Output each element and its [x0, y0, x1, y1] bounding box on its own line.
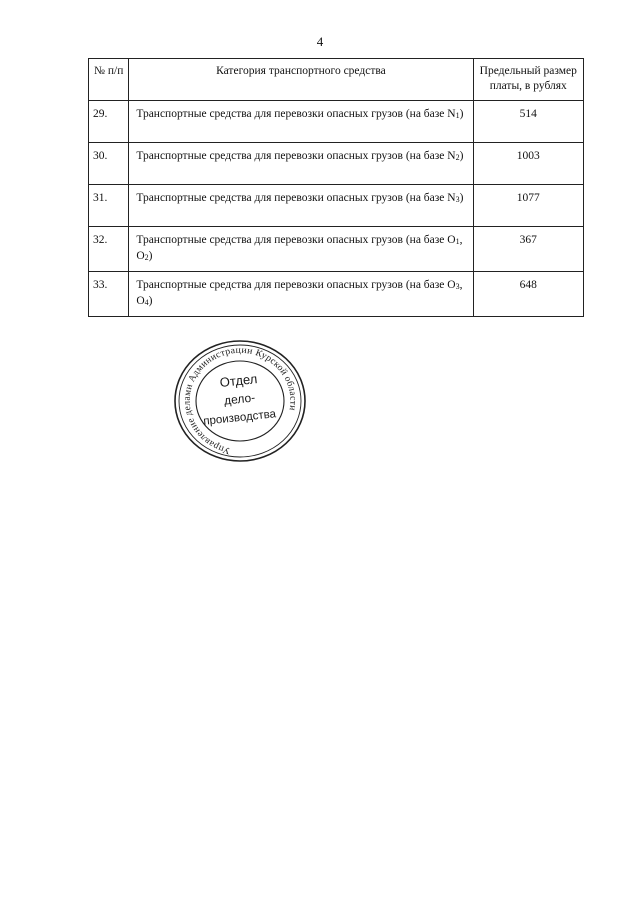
row-category: Транспортные средства для перевозки опасных грузов (на базе $O_1$, $O_2$) [129, 227, 473, 272]
row-number: 33. [89, 272, 129, 317]
stamp-center-line-1: Отдел [219, 371, 259, 390]
stamp-ring-text: Управление делами Администрации Курской области [181, 344, 299, 457]
row-category: Транспортные средства для перевозки опасных грузов (на базе $N_2$) [129, 143, 473, 185]
row-fee: 1077 [473, 185, 583, 227]
row-category: Транспортные средства для перевозки опасных грузов (на базе $O_3$, $O_4$) [129, 272, 473, 317]
table-row [89, 143, 584, 185]
stamp-center-line-3: производства [202, 408, 277, 428]
header-number: № п/п [89, 59, 129, 101]
office-stamp [172, 338, 308, 464]
row-category: Транспортные средства для перевозки опасных грузов (на базе $N_3$) [129, 185, 473, 227]
row-fee: 367 [473, 227, 583, 272]
table-row [89, 101, 584, 143]
row-number: 31. [89, 185, 129, 227]
table-header-row [89, 59, 584, 101]
row-category: Транспортные средства для перевозки опасных грузов (на базе $N_1$) [129, 101, 473, 143]
stamp-center-line-2: дело- [223, 390, 256, 408]
header-category: Категория транспортного средства [129, 59, 473, 101]
row-fee: 1003 [473, 143, 583, 185]
fee-table [88, 58, 584, 317]
row-fee: 514 [473, 101, 583, 143]
page-number: 4 [316, 34, 324, 49]
table-row [89, 227, 584, 272]
table-row [89, 272, 584, 317]
row-fee: 648 [473, 272, 583, 317]
row-number: 32. [89, 227, 129, 272]
table-row [89, 185, 584, 227]
row-number: 30. [89, 143, 129, 185]
header-fee: Предельный размер платы, в рублях [473, 59, 583, 101]
row-number: 29. [89, 101, 129, 143]
